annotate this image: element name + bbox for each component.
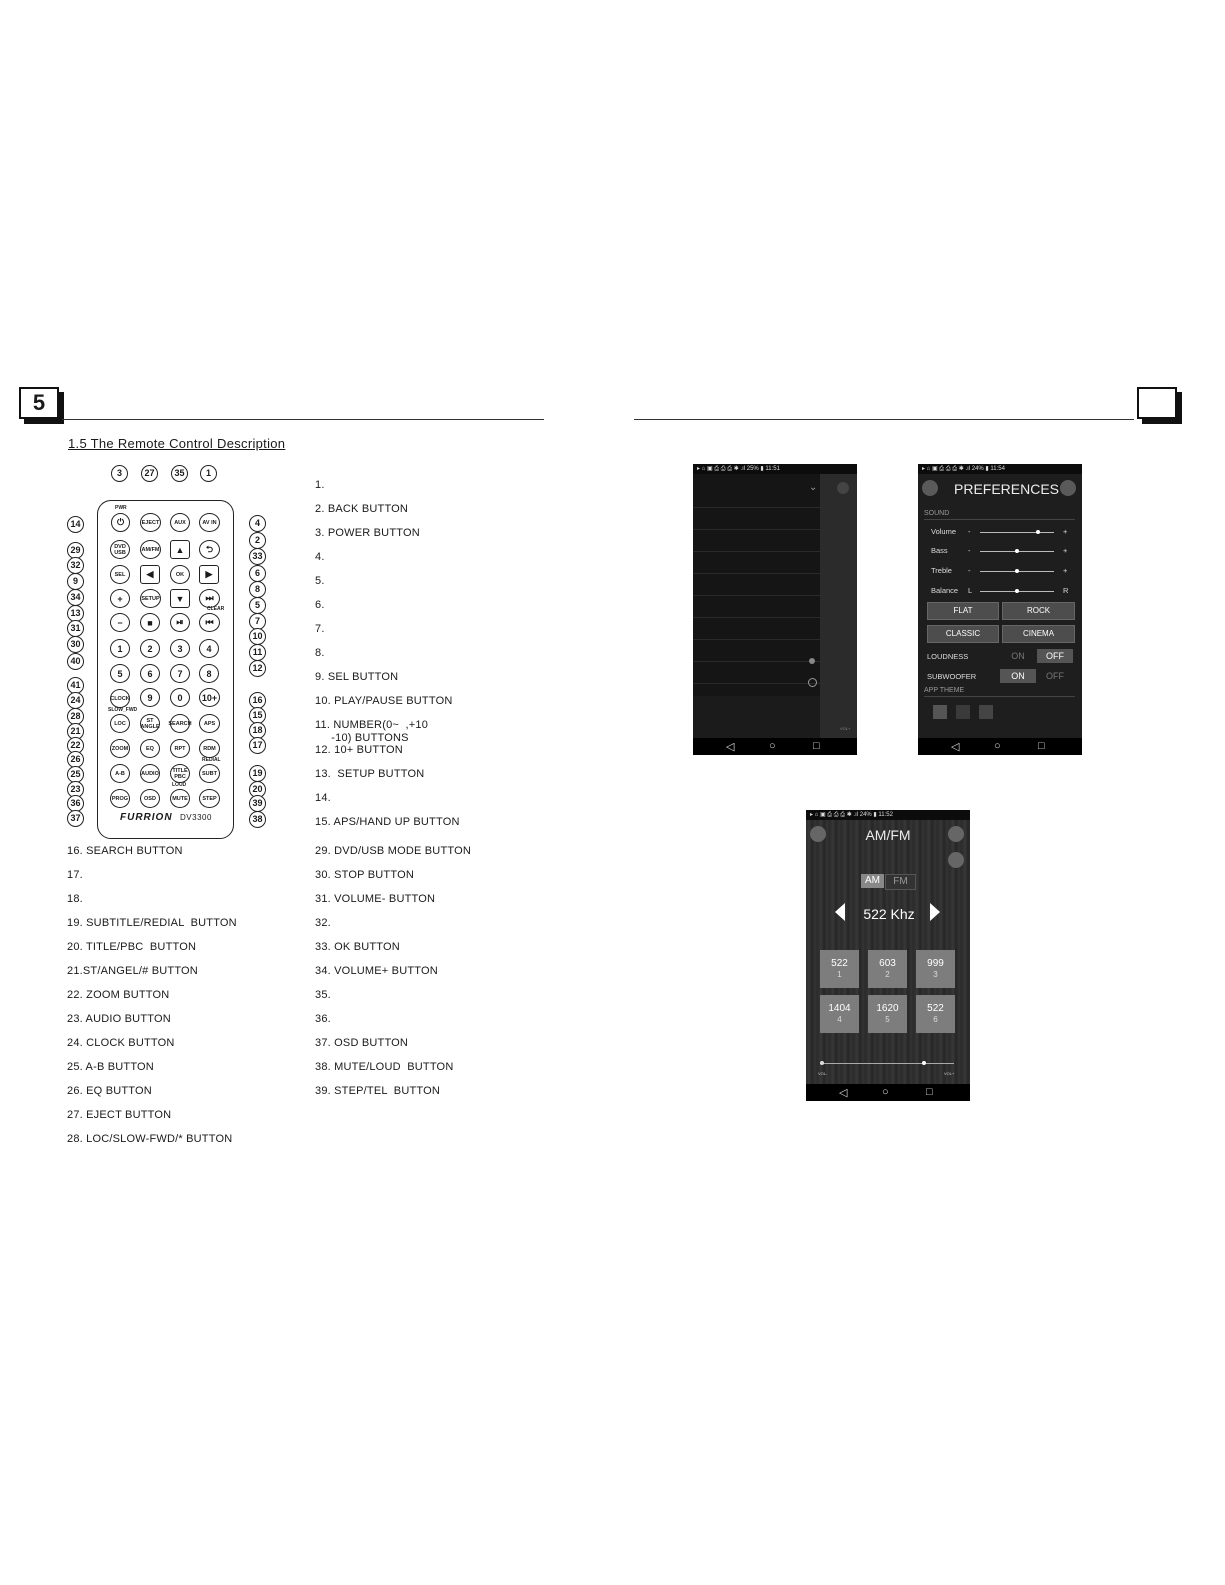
- rdm-button: RDM: [199, 739, 220, 758]
- section-header-app-theme: APP THEME: [924, 687, 965, 694]
- theme-swatch-wood[interactable]: [956, 705, 970, 719]
- bass-slider-knob[interactable]: [1015, 549, 1019, 553]
- vol-max-label: VOL+: [944, 1071, 955, 1076]
- number-3-button: 3: [170, 639, 190, 658]
- desc-26: 26. EQ BUTTON: [67, 1085, 152, 1097]
- nav-home-icon[interactable]: ○: [994, 740, 1001, 752]
- desc-19: 19. SUBTITLE/REDIAL BUTTON: [67, 917, 237, 929]
- desc-15: 15. APS/HAND UP BUTTON: [315, 816, 460, 828]
- aux-button: AUX: [170, 513, 190, 532]
- osd-button: OSD: [140, 789, 160, 808]
- nav-home-icon[interactable]: ○: [769, 740, 776, 752]
- desc-14: 14.: [315, 792, 331, 804]
- android-navbar: [693, 738, 857, 755]
- android-navbar: [918, 738, 1082, 755]
- desc-7: 7.: [315, 623, 325, 635]
- slider-max: +: [1063, 546, 1068, 555]
- preset-number: 6: [933, 1015, 938, 1024]
- nav-back-icon[interactable]: ◁: [951, 741, 960, 753]
- phone-screenshot-preferences: [918, 464, 1082, 755]
- slider-max: R: [1063, 586, 1069, 595]
- subwoofer-off-toggle[interactable]: OFF: [1046, 671, 1064, 681]
- balance-slider-knob[interactable]: [1015, 589, 1019, 593]
- list-row[interactable]: [693, 618, 820, 640]
- page-title: PREFERENCES: [954, 481, 1060, 497]
- sel-button: SEL: [110, 565, 130, 584]
- callout-29: 29: [67, 542, 84, 559]
- preset-frequency: 603: [879, 958, 896, 969]
- cinema-button[interactable]: CINEMA: [1002, 625, 1075, 643]
- callout-11: 11: [249, 644, 266, 661]
- volume-minus-icon: −: [110, 613, 130, 632]
- preset-frequency: 1620: [876, 1003, 899, 1014]
- status-bar: [918, 464, 1082, 474]
- preset-number: 4: [837, 1015, 842, 1024]
- pwr-label: PWR: [115, 505, 127, 511]
- callout-17: 17: [249, 737, 266, 754]
- back-icon[interactable]: [922, 480, 938, 496]
- android-navbar: [806, 1084, 970, 1101]
- desc-20: 20. TITLE/PBC BUTTON: [67, 941, 197, 953]
- section-header-sound: SOUND: [924, 510, 950, 517]
- slider-min: -: [968, 527, 971, 536]
- callout-24: 24: [67, 692, 84, 709]
- setup-button: SETUP: [140, 589, 161, 608]
- slow-fwd-label: SLOW_FWD: [108, 707, 138, 713]
- page-title: AM/FM: [865, 827, 911, 843]
- slider-label: Treble: [931, 566, 952, 575]
- preset-frequency: 522: [927, 1003, 944, 1014]
- desc-2: 2. BACK BUTTON: [315, 503, 409, 515]
- remote-model: DV3300: [180, 813, 212, 822]
- callout-36: 36: [67, 795, 84, 812]
- number-7-button: 7: [170, 664, 190, 683]
- flat-button[interactable]: FLAT: [927, 602, 999, 620]
- preset-frequency: 1404: [828, 1003, 851, 1014]
- desc-9: 9. SEL BUTTON: [315, 671, 399, 683]
- list-row[interactable]: [693, 552, 820, 574]
- loudness-label: LOUDNESS: [927, 652, 969, 661]
- frequency-display: 522 Khz: [863, 906, 915, 922]
- down-arrow-icon: ▼: [170, 589, 190, 608]
- clear-label: CLEAR: [207, 606, 225, 612]
- desc-34: 34. VOLUME+ BUTTON: [315, 965, 438, 977]
- preset-button-4[interactable]: [820, 995, 859, 1033]
- desc-12: 12. 10+ BUTTON: [315, 744, 403, 756]
- callout-8: 8: [249, 581, 266, 598]
- callout-10: 10: [249, 628, 266, 645]
- callout-14: 14: [67, 516, 84, 533]
- zoom-button: ZOOM: [110, 739, 130, 758]
- callout-22: 22: [67, 737, 84, 754]
- status-bar: [693, 464, 857, 474]
- slider-min: -: [968, 546, 971, 555]
- callout-5: 5: [249, 597, 266, 614]
- left-header-rule: [62, 419, 544, 420]
- desc-25: 25. A-B BUTTON: [67, 1061, 154, 1073]
- desc-6: 6.: [315, 599, 325, 611]
- desc-31: 31. VOLUME- BUTTON: [315, 893, 436, 905]
- vol-min-label: VOL-: [818, 1071, 828, 1076]
- desc-35: 35.: [315, 989, 331, 1001]
- desc-39: 39. STEP/TEL BUTTON: [315, 1085, 441, 1097]
- ab-button: A-B: [110, 764, 130, 783]
- speaker-icon[interactable]: [1060, 480, 1076, 496]
- preset-frequency: 522: [831, 958, 848, 969]
- callout-15: 15: [249, 707, 266, 724]
- slider-min: -: [968, 566, 971, 575]
- status-text: ▸ ⌂ ▣ ⎙ ⎙ ⎙ ✱ .ıl 24% ▮ 11:54: [922, 466, 1005, 472]
- eject-button: EJECT: [140, 513, 161, 532]
- clock-button: CLOCK: [110, 689, 130, 708]
- callout-4: 4: [249, 515, 266, 532]
- callout-26: 26: [67, 751, 84, 768]
- number-8-button: 8: [199, 664, 219, 683]
- desc-29: 29. DVD/USB MODE BUTTON: [315, 845, 471, 857]
- slider-label: Bass: [931, 546, 948, 555]
- vol-label: VOL+: [840, 726, 851, 731]
- callout-31: 31: [67, 620, 84, 637]
- callout-2: 2: [249, 532, 266, 549]
- desc-3: 3. POWER BUTTON: [315, 527, 420, 539]
- callout-20: 20: [249, 781, 266, 798]
- drawer-panel: [693, 474, 820, 696]
- redial-label: REDIAL: [202, 757, 221, 763]
- desc-23: 23. AUDIO BUTTON: [67, 1013, 171, 1025]
- aps-button: APS: [199, 714, 220, 733]
- list-row[interactable]: [693, 508, 820, 530]
- desc-22: 22. ZOOM BUTTON: [67, 989, 170, 1001]
- desc-16: 16. SEARCH BUTTON: [67, 845, 183, 857]
- list-row[interactable]: [693, 662, 820, 684]
- desc-17: 17.: [67, 869, 83, 881]
- nav-back-icon[interactable]: ◁: [839, 1087, 848, 1099]
- number-0-button: 0: [170, 688, 190, 707]
- nav-recents-icon[interactable]: □: [1038, 740, 1045, 752]
- nav-recents-icon[interactable]: □: [813, 740, 820, 752]
- gear-icon[interactable]: [808, 678, 817, 687]
- band-fm-toggle[interactable]: FM: [885, 874, 916, 890]
- preset-number: 3: [933, 970, 938, 979]
- av-in-button: AV IN: [199, 513, 220, 532]
- chevron-down-icon[interactable]: ⌄: [809, 482, 818, 493]
- desc-33: 33. OK BUTTON: [315, 941, 400, 953]
- divider: [924, 519, 1075, 520]
- preset-number: 5: [885, 1015, 890, 1024]
- desc-38: 38. MUTE/LOUD BUTTON: [315, 1061, 454, 1073]
- desc-5: 5.: [315, 575, 325, 587]
- callout-30: 30: [67, 636, 84, 653]
- loc-button: LOC: [110, 714, 130, 733]
- loud-label: LOUD: [172, 782, 187, 788]
- rpt-button: RPT: [170, 739, 190, 758]
- number-1-button: 1: [110, 639, 130, 658]
- callout-25: 25: [67, 766, 84, 783]
- callout-38: 38: [249, 811, 266, 828]
- ok-button: OK: [170, 565, 190, 584]
- desc-30: 30. STOP BUTTON: [315, 869, 414, 881]
- desc-8: 8.: [315, 647, 325, 659]
- prog-button: PROG: [110, 789, 130, 808]
- phone-screenshot-amfm: [806, 810, 970, 1101]
- eq-button: EQ: [140, 739, 160, 758]
- desc-37: 37. OSD BUTTON: [315, 1037, 409, 1049]
- callout-40: 40: [67, 653, 84, 670]
- desc-21: 21.ST/ANGEL/# BUTTON: [67, 965, 198, 977]
- desc-1: 1.: [315, 479, 325, 491]
- step-button: STEP: [199, 789, 220, 808]
- loudness-off-toggle[interactable]: OFF: [1037, 649, 1073, 663]
- desc-27: 27. EJECT BUTTON: [67, 1109, 172, 1121]
- divider: [924, 696, 1075, 697]
- status-text: ▸ ⌂ ▣ ⎙ ⎙ ⎙ ✱ .ıl 25% ▮ 11:51: [697, 466, 780, 472]
- callout-27: 27: [141, 465, 158, 482]
- nav-back-icon[interactable]: ◁: [726, 741, 735, 753]
- preset-button-2[interactable]: [868, 950, 907, 988]
- volume-slider-start: [820, 1061, 824, 1065]
- treble-slider-knob[interactable]: [1015, 569, 1019, 573]
- volume-plus-icon: +: [110, 589, 130, 608]
- play-pause-icon: ⏯: [170, 613, 190, 632]
- desc-13: 13. SETUP BUTTON: [315, 768, 425, 780]
- volume-slider-knob[interactable]: [1036, 530, 1040, 534]
- remote-brand-logo: FURRION: [120, 812, 173, 823]
- preset-number: 1: [837, 970, 842, 979]
- subwoofer-on-toggle[interactable]: ON: [1000, 669, 1036, 683]
- preset-button-3[interactable]: [916, 950, 955, 988]
- list-row[interactable]: [693, 574, 820, 596]
- dvd-usb-button: DVD USB: [110, 540, 130, 559]
- preset-frequency: 999: [927, 958, 944, 969]
- number-2-button: 2: [140, 639, 160, 658]
- callout-32: 32: [67, 557, 84, 574]
- theme-swatch-dark[interactable]: [933, 705, 947, 719]
- band-am-toggle[interactable]: AM: [861, 874, 884, 888]
- power-icon: ⏻: [111, 513, 130, 532]
- callout-41: 41: [67, 677, 84, 694]
- st-angle-button: ST ANGLE: [140, 714, 160, 733]
- slider-max: +: [1063, 527, 1068, 536]
- number-9-button: 9: [140, 688, 160, 707]
- callout-3: 3: [111, 465, 128, 482]
- callout-21: 21: [67, 723, 84, 740]
- callout-33: 33: [249, 548, 266, 565]
- title-pbc-button: TITLE PBC: [170, 764, 190, 783]
- number-4-button: 4: [199, 639, 219, 658]
- subtitle-button: SUBT: [199, 764, 220, 783]
- callout-16: 16: [249, 692, 266, 709]
- ten-plus-button: 10+: [199, 688, 220, 707]
- section-title: 1.5 The Remote Control Description: [68, 436, 286, 451]
- speaker-icon[interactable]: [948, 826, 964, 842]
- desc-24: 24. CLOCK BUTTON: [67, 1037, 175, 1049]
- back-icon: ⮌: [199, 540, 220, 559]
- right-header-rule: [634, 419, 1134, 420]
- volume-slider-knob[interactable]: [922, 1061, 926, 1065]
- record-icon[interactable]: [809, 658, 815, 664]
- desc-4: 4.: [315, 551, 325, 563]
- side-panel: [820, 474, 857, 738]
- preset-button-5[interactable]: [868, 995, 907, 1033]
- right-arrow-icon: ▶: [199, 565, 219, 584]
- left-page-number: 5: [19, 387, 59, 419]
- next-icon: ⏭: [199, 589, 220, 608]
- callout-1: 1: [200, 465, 217, 482]
- preset-button-1[interactable]: [820, 950, 859, 988]
- speaker-icon[interactable]: [837, 482, 849, 494]
- desc-18: 18.: [67, 893, 83, 905]
- theme-swatch-grey[interactable]: [979, 705, 993, 719]
- stop-icon: ■: [140, 613, 160, 632]
- rock-button[interactable]: ROCK: [1002, 602, 1075, 620]
- desc-11: 11. NUMBER(0~ ,+10 -10) BUTTONS: [315, 719, 429, 744]
- callout-6: 6: [249, 565, 266, 582]
- settings-icon[interactable]: [948, 852, 964, 868]
- prev-icon: ⏮: [199, 613, 220, 632]
- slider-label: Volume: [931, 527, 957, 536]
- phone-screenshot-list: [693, 464, 857, 755]
- callout-28: 28: [67, 708, 84, 725]
- up-arrow-icon: ▲: [170, 540, 190, 559]
- callout-37: 37: [67, 810, 84, 827]
- am-fm-button: AM/FM: [140, 540, 161, 559]
- tune-left-icon[interactable]: [835, 903, 845, 921]
- nav-recents-icon[interactable]: □: [926, 1086, 933, 1098]
- preset-button-6[interactable]: [916, 995, 955, 1033]
- loudness-on-toggle[interactable]: ON: [1011, 651, 1025, 661]
- volume-slider[interactable]: [980, 532, 1054, 533]
- volume-slider[interactable]: [820, 1063, 954, 1064]
- slider-label: Balance: [931, 586, 959, 595]
- callout-18: 18: [249, 722, 266, 739]
- list-row[interactable]: [693, 640, 820, 662]
- preset-number: 2: [885, 970, 890, 979]
- mute-button: MUTE: [170, 789, 190, 808]
- left-arrow-icon: ◀: [140, 565, 160, 584]
- callout-7: 7: [249, 613, 266, 630]
- callout-19: 19: [249, 765, 266, 782]
- number-5-button: 5: [110, 664, 130, 683]
- callout-13: 13: [67, 605, 84, 622]
- desc-10: 10. PLAY/PAUSE BUTTON: [315, 695, 453, 707]
- list-row[interactable]: [693, 486, 820, 508]
- callout-12: 12: [249, 660, 266, 677]
- callout-9: 9: [67, 573, 84, 590]
- classic-button[interactable]: CLASSIC: [927, 625, 999, 643]
- desc-28: 28. LOC/SLOW-FWD/* BUTTON: [67, 1133, 233, 1145]
- callout-23: 23: [67, 781, 84, 798]
- callout-34: 34: [67, 589, 84, 606]
- list-row[interactable]: [693, 596, 820, 618]
- desc-32: 32.: [315, 917, 331, 929]
- slider-max: +: [1063, 566, 1068, 575]
- nav-home-icon[interactable]: ○: [882, 1086, 889, 1098]
- desc-36: 36.: [315, 1013, 331, 1025]
- audio-button: AUDIO: [140, 764, 160, 783]
- list-row[interactable]: [693, 530, 820, 552]
- callout-35: 35: [171, 465, 188, 482]
- number-6-button: 6: [140, 664, 160, 683]
- subwoofer-label: SUBWOOFER: [927, 672, 977, 681]
- status-text: ▸ ⌂ ▣ ⎙ ⎙ ⎙ ✱ .ıl 24% ▮ 11:52: [810, 812, 893, 818]
- callout-39: 39: [249, 795, 266, 812]
- search-button: SEARCH: [170, 714, 190, 733]
- slider-min: L: [968, 586, 973, 595]
- tune-right-icon[interactable]: [930, 903, 940, 921]
- status-bar: [806, 810, 970, 820]
- right-page-number: [1137, 387, 1177, 419]
